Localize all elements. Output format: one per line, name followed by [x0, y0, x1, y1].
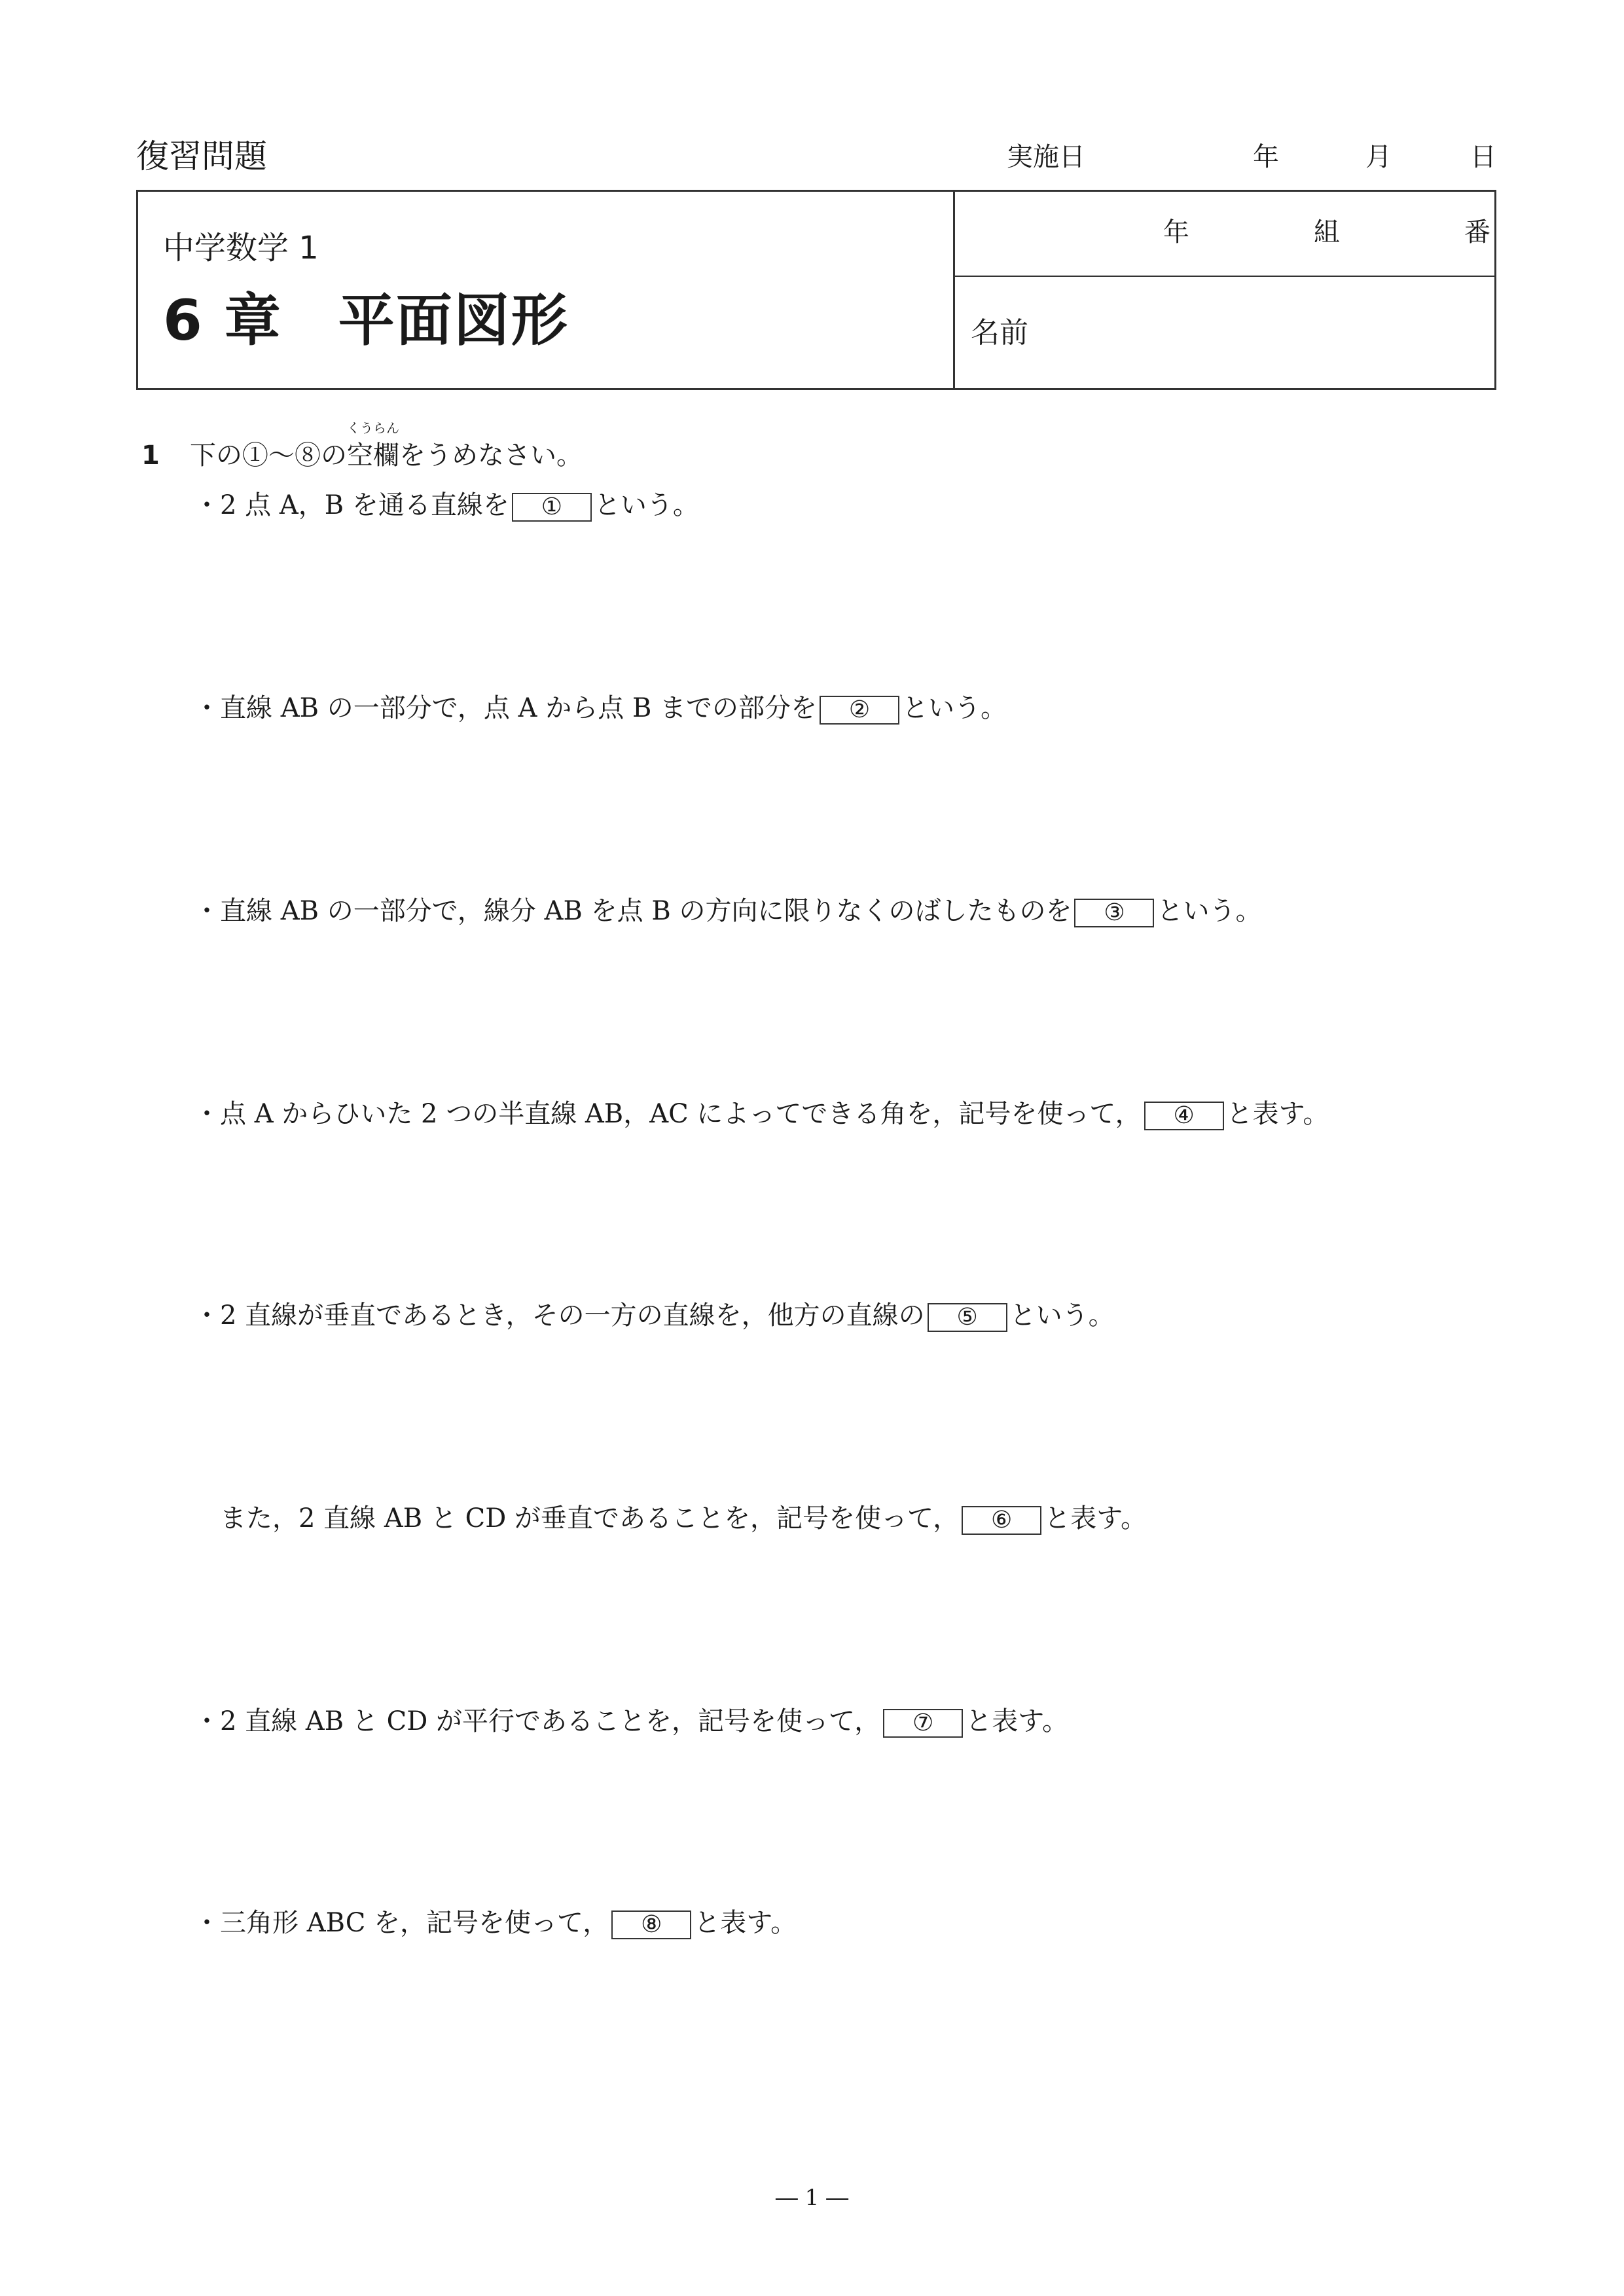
item-text: という。	[902, 693, 1007, 723]
name-row	[955, 276, 1494, 388]
list-item	[194, 1505, 1147, 1535]
grade-label: 年	[1163, 217, 1189, 247]
item-text: ・2 点 A，B を通る直線を	[194, 490, 509, 520]
item-text: という。	[1157, 896, 1262, 926]
instruction-before: 下の①〜⑧の	[190, 440, 347, 471]
item-text: と表す。	[1226, 1099, 1329, 1129]
answer-blank-3[interactable]: ③	[1074, 899, 1154, 927]
worksheet-label: 復習問題	[136, 137, 267, 175]
item-text: ・直線 AB の一部分で，点 A から点 B までの部分を	[194, 693, 818, 723]
page-number: ― 1 ―	[775, 2185, 849, 2211]
instruction-after: をうめなさい。	[399, 440, 583, 471]
item-text: ・点 A からひいた 2 つの半直線 AB，AC によってできる角を，記号を使って，	[194, 1099, 1142, 1129]
answer-blank-6[interactable]: ⑥	[962, 1506, 1041, 1535]
answer-blank-8[interactable]: ⑧	[611, 1910, 691, 1939]
date-label: 実施日	[1007, 142, 1085, 172]
list-item	[194, 1302, 1115, 1332]
question-number: 1	[141, 440, 160, 471]
list-item	[194, 1708, 1068, 1738]
list-item	[194, 492, 699, 522]
class-row	[955, 192, 1494, 277]
item-text: と表す。	[694, 1908, 797, 1938]
item-text: と表す。	[965, 1706, 1068, 1736]
subject-title: 中学数学 1	[163, 230, 319, 266]
date-day-label: 日	[1470, 142, 1496, 172]
question-instruction	[190, 420, 583, 471]
student-info-section	[955, 192, 1494, 388]
class-label: 組	[1314, 217, 1340, 247]
chapter-title: 平面図形	[338, 288, 569, 353]
item-text: ・三角形 ABC を，記号を使って，	[194, 1908, 609, 1938]
answer-blank-1[interactable]: ①	[512, 493, 592, 522]
date-month-label: 月	[1365, 142, 1392, 172]
name-label: 名前	[971, 316, 1028, 350]
item-text: ・直線 AB の一部分で，線分 AB を点 B の方向に限りなくのばしたものを	[194, 896, 1072, 926]
item-text: また，2 直線 AB と CD が垂直であることを，記号を使って，	[194, 1503, 960, 1534]
list-item	[194, 1101, 1329, 1130]
chapter-number: 6 章	[163, 288, 282, 353]
ruby-base: 空欄	[347, 440, 399, 471]
date-year-label: 年	[1253, 142, 1279, 172]
item-text: という。	[1009, 1300, 1115, 1331]
ruby-word	[347, 420, 399, 471]
list-item	[194, 695, 1007, 725]
answer-blank-2[interactable]: ②	[820, 696, 899, 725]
list-item	[194, 1910, 797, 1939]
answer-blank-4[interactable]: ④	[1144, 1102, 1224, 1130]
item-text: ・2 直線が垂直であるとき，その一方の直線を，他方の直線の	[194, 1300, 925, 1331]
answer-blank-7[interactable]: ⑦	[883, 1709, 963, 1738]
item-text: ・2 直線 AB と CD が平行であることを，記号を使って，	[194, 1706, 881, 1736]
item-text: という。	[594, 490, 699, 520]
seat-number-label: 番	[1464, 217, 1490, 247]
chapter-heading	[163, 288, 569, 353]
item-text: と表す。	[1044, 1503, 1147, 1534]
list-item	[194, 898, 1261, 927]
ruby-reading: くうらん	[347, 420, 399, 436]
title-section	[138, 192, 955, 388]
title-box	[136, 190, 1496, 390]
answer-blank-5[interactable]: ⑤	[928, 1303, 1007, 1332]
